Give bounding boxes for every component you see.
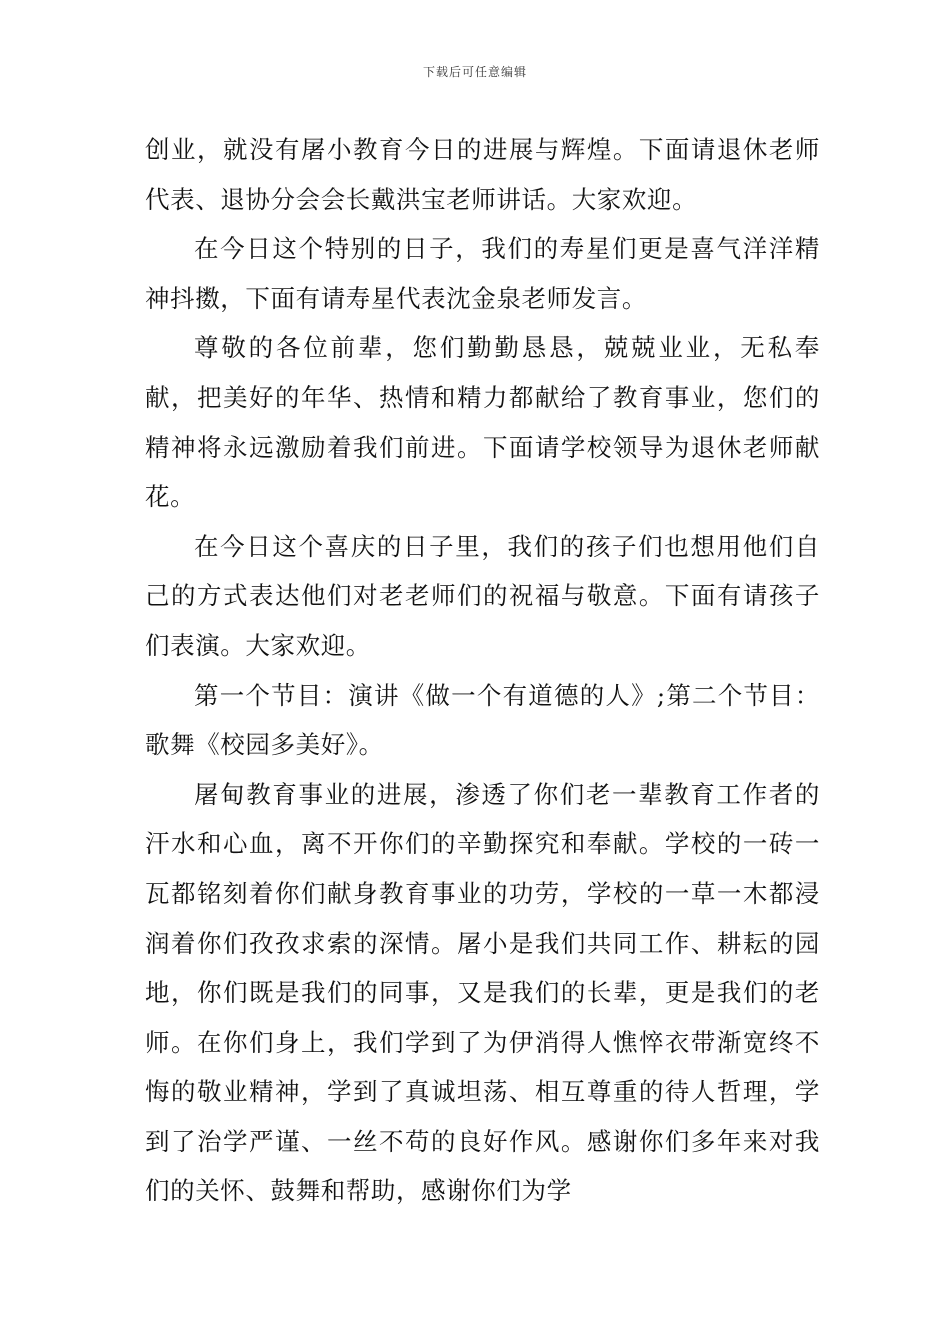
paragraph: 创业，就没有屠小教育今日的进展与辉煌。下面请退休老师代表、退协分会会长戴洪宝老师讲话。大家欢迎。 xyxy=(145,135,820,214)
paragraph: 在今日这个喜庆的日子里，我们的孩子们也想用他们自己的方式表达他们对老老师们的祝福与敬意。下面有请孩子们表演。大家欢迎。 xyxy=(145,531,820,660)
paragraph: 屠甸教育事业的进展，渗透了你们老一辈教育工作者的汗水和心血，离不开你们的辛勤探究和奉献。学校的一砖一瓦都铭刻着你们献身教育事业的功劳，学校的一草一木都浸润着你们孜孜求索的深情。屠小是我们共同工作、耕耘的园地，你们既是我们的同事，又是我们的长辈，更是我们的老师。在你们身上，我们学到了为伊消得人憔悴衣带渐宽终不悔的敬业精神，学到了真诚坦荡、相互尊重的待人哲理，学到了治学严谨、一丝不苟的良好作风。感谢你们多年来对我们的关怀、鼓舞和帮助，感谢你们为学 xyxy=(145,779,820,1206)
paragraph: 在今日这个特别的日子，我们的寿星们更是喜气洋洋精神抖擞，下面有请寿星代表沈金泉老师发言。 xyxy=(145,234,820,313)
paragraph: 第一个节目：演讲《做一个有道德的人》;第二个节目：歌舞《校园多美好》。 xyxy=(145,680,820,760)
paragraph: 尊敬的各位前辈，您们勤勤恳恳，兢兢业业，无私奉献，把美好的年华、热情和精力都献给了教育事业，您们的精神将永远激励着我们前进。下面请学校领导为退休老师献花。 xyxy=(145,333,820,512)
document-body xyxy=(145,125,820,1216)
header-note: 下载后可任意编辑 xyxy=(422,65,527,79)
